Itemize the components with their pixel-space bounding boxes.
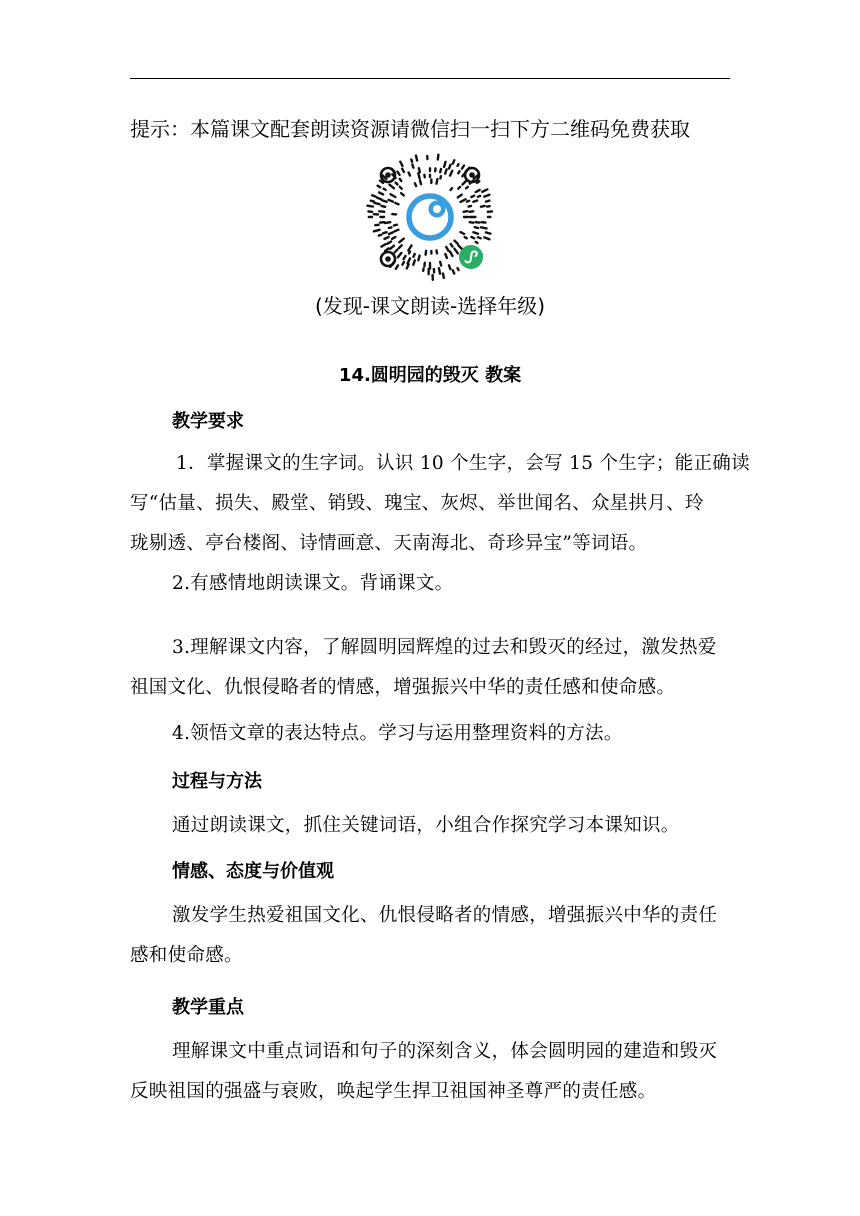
qr-module: [414, 254, 415, 257]
qr-module: [382, 244, 386, 247]
qr-module: [471, 237, 474, 238]
qr-module: [388, 242, 392, 244]
qr-module: [439, 268, 440, 274]
qr-module: [476, 190, 480, 192]
qr-module: [409, 252, 410, 254]
qr-module: [486, 201, 489, 202]
qr-module: [437, 250, 438, 253]
requirement-item-2: [130, 564, 770, 604]
qr-module: [389, 227, 392, 228]
qr-module: [473, 232, 478, 234]
qr-module: [408, 246, 411, 251]
requirement-item-3-line: 祖国文化、仇恨侵略者的情感，增强振兴中华的责任感和使命感。: [130, 677, 676, 698]
qr-code-icon[interactable]: [364, 151, 496, 283]
qr-module: [458, 187, 460, 189]
qr-finder-dot: [385, 256, 391, 262]
qr-module: [484, 237, 489, 239]
requirement-item-1-line: 1．掌握课文的生字词。认识 10 个生字，会写 15 个生字；能正确读: [176, 453, 750, 474]
heading-emotion-values: 情感、态度与价值观: [172, 861, 334, 882]
process-method-line: 通过朗读课文，抓住关键词语，小组合作探究学习本课知识。: [172, 815, 680, 836]
resource-hint: 提示：本篇课文配套朗读资源请微信扫一扫下方二维码免费获取: [130, 117, 690, 141]
qr-finder-dot: [469, 172, 475, 178]
heading-key-points: 教学重点: [172, 997, 244, 1018]
qr-module: [394, 225, 397, 226]
qr-module: [404, 256, 406, 259]
qr-module: [390, 246, 394, 249]
qr-module: [401, 193, 404, 195]
qr-module: [400, 187, 402, 189]
requirement-item-2-text: 2.有感情地朗读课文。背诵课文。: [172, 573, 454, 594]
qr-module: [385, 222, 391, 223]
requirement-item-1-line: 珑剔透、亭台楼阁、诗情画意、天南海北、奇珍异宝”等词语。: [130, 533, 648, 554]
qr-module: [399, 245, 402, 248]
qr-module: [476, 242, 478, 243]
qr-module: [471, 196, 474, 197]
qr-module: [418, 256, 419, 261]
qr-module: [450, 171, 452, 176]
qr-module: [463, 181, 467, 185]
qr-module: [372, 195, 376, 196]
qr-module: [481, 206, 485, 207]
qr-module: [445, 169, 446, 173]
qr-module: [475, 227, 478, 228]
qr-module: [402, 169, 404, 172]
qr-module: [392, 237, 395, 239]
qr-module: [385, 237, 389, 239]
qr-caption: (发现-课文朗读-选择年级): [314, 294, 546, 318]
qr-module: [473, 201, 477, 202]
header-rule: [130, 78, 730, 79]
emotion-values-line: 感和使命感。: [130, 945, 243, 966]
key-points-line: 反映祖国的强盛与衰败，唤起学生捍卫祖国神圣尊严的责任感。: [130, 1081, 657, 1102]
qr-module: [374, 230, 380, 232]
qr-module: [412, 165, 413, 168]
qr-module: [397, 172, 399, 175]
qr-module: [391, 194, 396, 197]
qr-module: [440, 176, 441, 178]
qr-module: [375, 203, 380, 204]
qr-module: [383, 232, 387, 233]
qr-module: [411, 160, 412, 162]
wechat-mini-program-icon: [459, 245, 483, 269]
qr-module: [453, 160, 455, 164]
qr-module: [449, 265, 450, 269]
emotion-values-line: 激发学生热爱祖国文化、仇恨侵略者的情感，增强振兴中华的责任: [172, 905, 718, 926]
qr-module: [478, 237, 481, 238]
requirement-item-4-text: 4.领悟文章的表达特点。学习与运用整理资料的方法。: [172, 723, 623, 744]
qr-module: [467, 201, 469, 202]
qr-module: [389, 185, 394, 189]
qr-module: [371, 201, 374, 202]
qr-module: [458, 195, 462, 198]
qr-module: [484, 195, 489, 197]
qr-module: [458, 268, 459, 270]
qr-module: [396, 183, 398, 185]
qr-module: [465, 237, 467, 238]
qr-module: [409, 173, 410, 176]
qr-module: [478, 196, 480, 197]
qr-module: [462, 166, 464, 169]
emotion-values-text: [130, 896, 770, 976]
qr-module: [416, 156, 417, 161]
qr-module: [451, 188, 452, 190]
qr-module: [469, 206, 471, 207]
qr-module: [398, 253, 401, 257]
qr-module: [420, 181, 421, 185]
qr-module: [461, 232, 465, 234]
qr-module: [455, 241, 458, 244]
qr-module: [396, 265, 398, 269]
qr-module: [382, 200, 387, 202]
qr-module: [466, 187, 468, 188]
qr-module: [415, 183, 416, 186]
qr-module: [444, 162, 445, 167]
qr-module: [438, 155, 439, 160]
requirement-item-1-line: 写“估量、损失、殿堂、销毁、瑰宝、灰烬、举世闻名、众星拱月、玲: [130, 493, 704, 514]
qr-module: [385, 248, 389, 251]
qr-module: [440, 262, 441, 266]
process-method-text: [130, 806, 770, 846]
qr-module: [408, 258, 410, 263]
qr-module: [458, 245, 462, 249]
qr-module: [437, 179, 438, 184]
qr-module: [450, 252, 453, 256]
qr-code-graphic: [364, 151, 496, 283]
qr-module: [389, 200, 393, 202]
qr-module: [451, 244, 453, 247]
qr-module: [395, 203, 398, 204]
qr-module: [453, 270, 454, 273]
qr-module: [379, 235, 381, 236]
qr-module: [378, 186, 381, 188]
qr-module: [402, 262, 404, 265]
requirement-item-4: [130, 714, 770, 754]
qr-module: [400, 162, 402, 166]
qr-module: [464, 211, 468, 212]
qr-module: [395, 250, 398, 253]
qr-module: [458, 171, 459, 173]
qr-module: [379, 193, 383, 195]
qr-module: [454, 249, 457, 254]
qr-module: [418, 173, 419, 178]
qr-module: [458, 164, 459, 166]
heading-process-method: 过程与方法: [172, 771, 262, 792]
qr-module: [446, 247, 448, 251]
qr-module: [470, 211, 474, 212]
requirement-item-1: [130, 444, 770, 564]
qr-module: [382, 206, 386, 207]
requirement-item-3: [130, 628, 770, 708]
qr-module: [419, 168, 420, 172]
qr-module: [399, 239, 404, 243]
qr-module: [443, 274, 444, 278]
qr-module: [400, 179, 402, 181]
qr-module: [440, 169, 441, 172]
qr-module: [384, 189, 386, 190]
document-title: 14.圆明园的毁灭 教案: [338, 365, 522, 386]
qr-module: [477, 181, 479, 183]
qr-module: [445, 254, 447, 258]
qr-module: [407, 264, 409, 268]
qr-module: [426, 251, 427, 255]
key-points-line: 理解课文中重点词语和句子的深刻含义，体会圆明园的建造和毁灭: [172, 1041, 718, 1062]
qr-module: [379, 211, 384, 212]
qr-module: [449, 165, 451, 169]
qr-module: [470, 222, 474, 223]
qr-module: [481, 227, 487, 228]
qr-module: [486, 232, 491, 233]
qr-module: [395, 230, 399, 232]
qr-module: [482, 189, 487, 191]
qr-finder-dot: [385, 172, 391, 178]
qr-module: [377, 198, 381, 199]
qr-module: [413, 260, 415, 264]
qr-module: [368, 206, 373, 207]
heading-teaching-requirements: 教学要求: [172, 411, 244, 432]
qr-module: [389, 232, 393, 234]
key-points-text: [130, 1032, 770, 1112]
qr-module: [461, 199, 466, 202]
requirement-item-3-line: 3.理解课文内容，了解圆明园辉煌的过去和毁灭的经过，激发热爱: [172, 637, 717, 658]
